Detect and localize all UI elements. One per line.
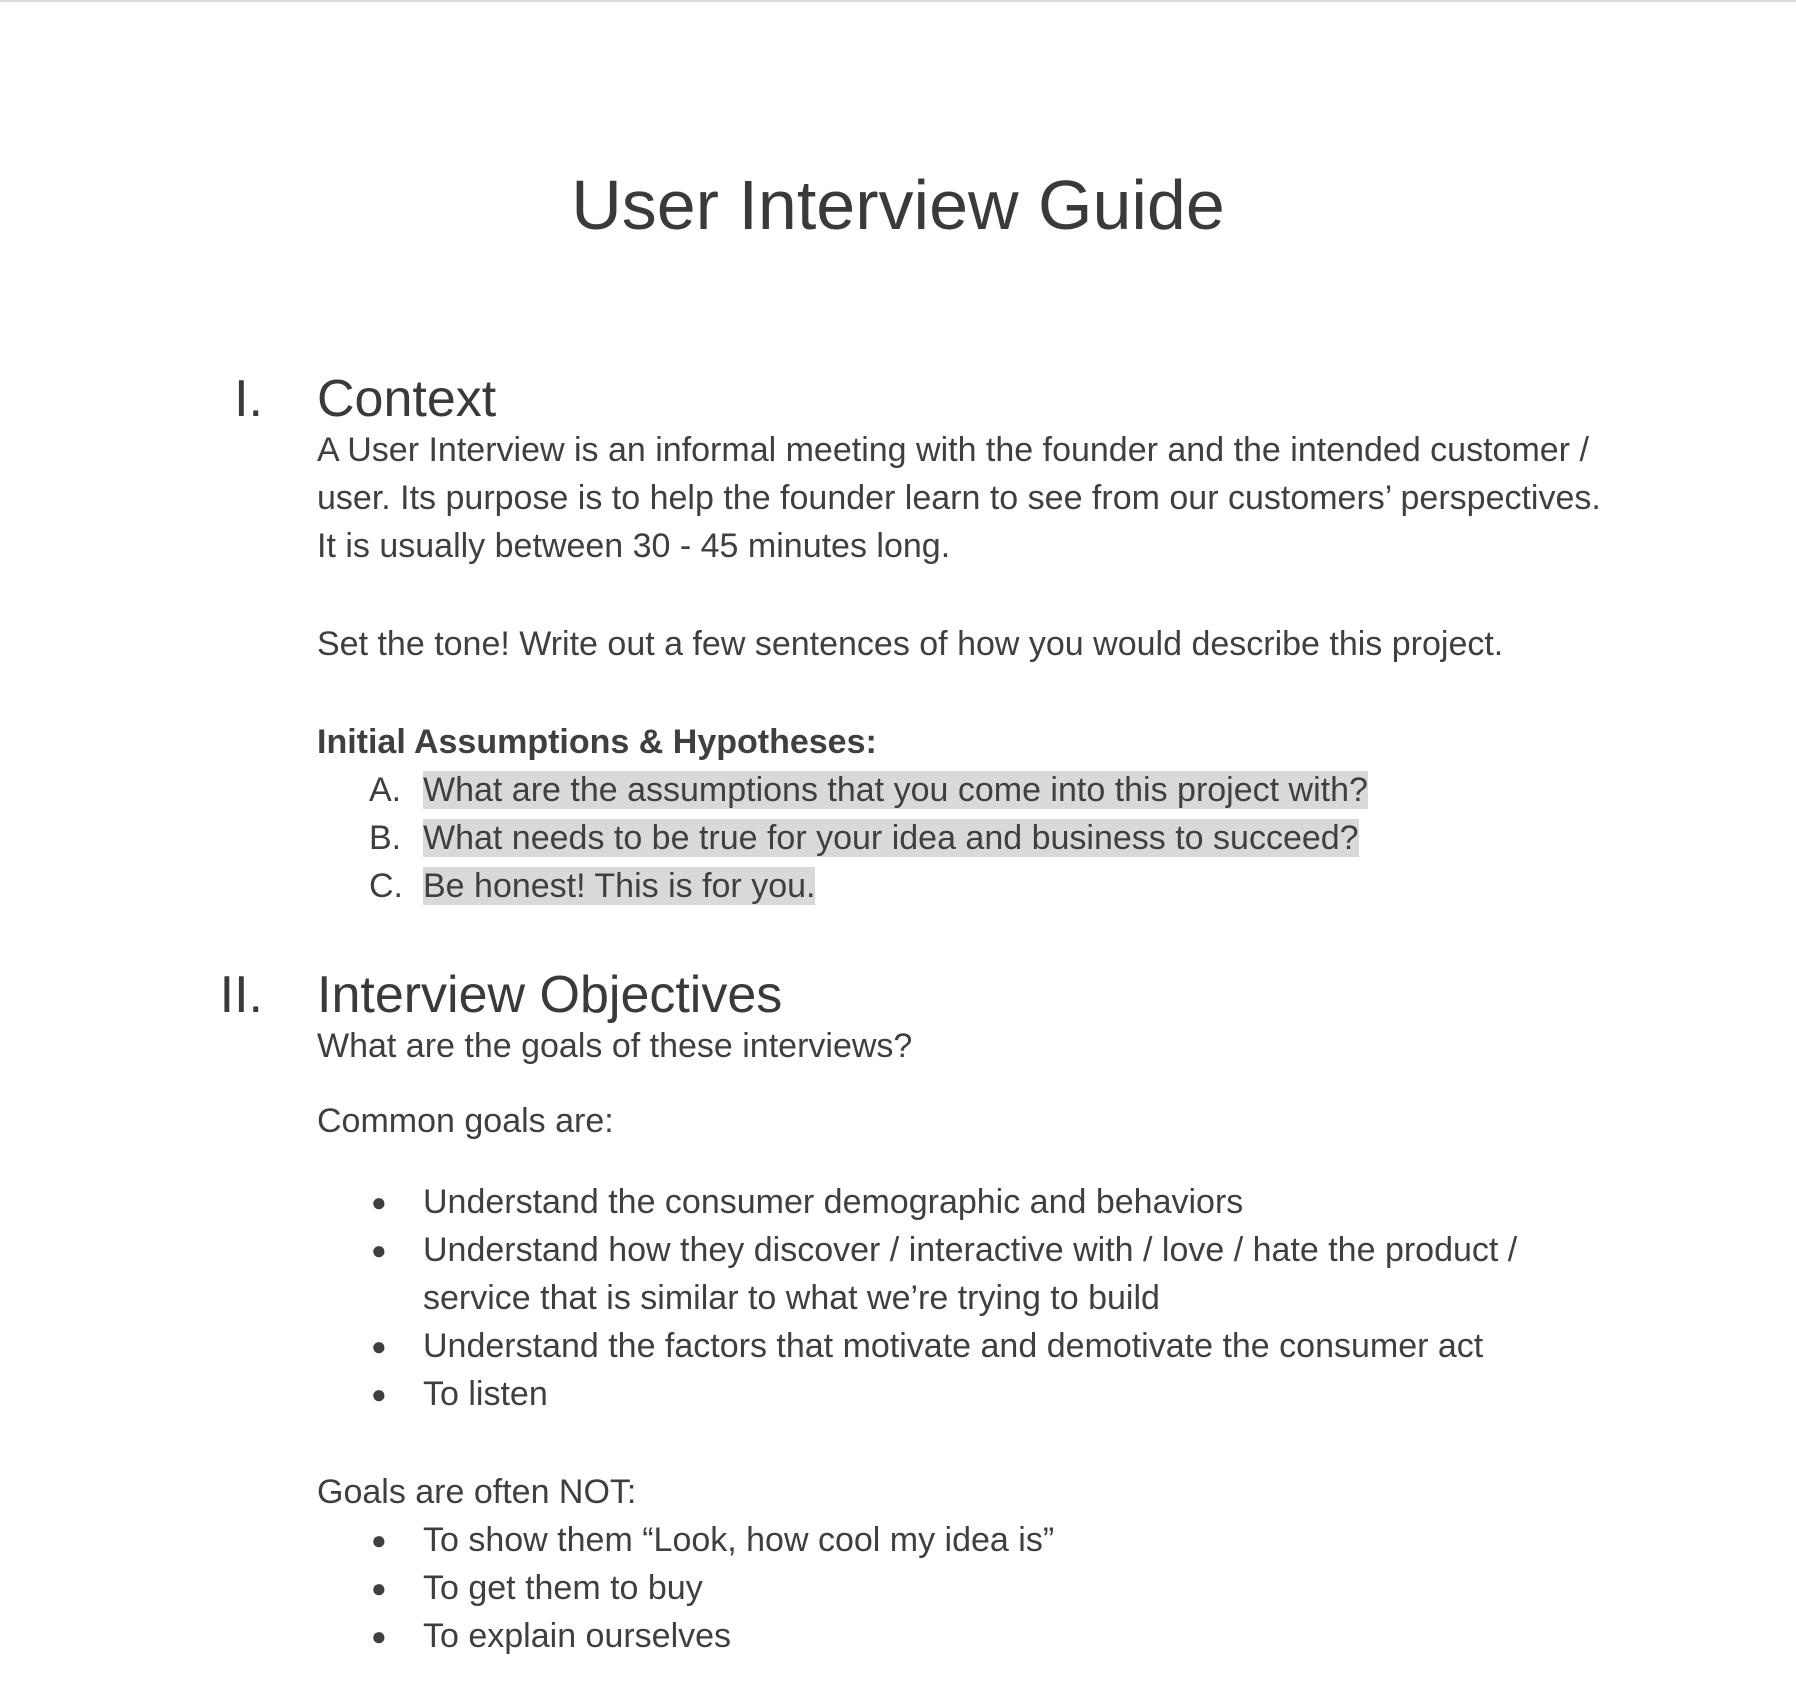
list-item bbox=[317, 1516, 1617, 1564]
assumptions-subheading: Initial Assumptions & Hypotheses: bbox=[317, 723, 877, 761]
list-item-text: To listen bbox=[423, 1375, 548, 1413]
section-numeral: II. bbox=[219, 966, 263, 1024]
document-title: User Interview Guide bbox=[571, 166, 1225, 244]
list-item-text: To show them “Look, how cool my idea is” bbox=[423, 1521, 1055, 1559]
not-goals-list bbox=[317, 1516, 1617, 1660]
list-item bbox=[317, 814, 1617, 862]
list-item bbox=[317, 1564, 1617, 1612]
list-item-text: To get them to buy bbox=[423, 1569, 703, 1607]
list-item bbox=[317, 862, 1617, 910]
list-item-text: Be honest! This is for you. bbox=[423, 867, 816, 905]
bullet-icon: ● bbox=[371, 1379, 387, 1409]
list-item-text: To explain ourselves bbox=[423, 1617, 732, 1655]
list-item-text: What needs to be true for your idea and business to succeed? bbox=[423, 819, 1359, 857]
bullet-icon: ● bbox=[371, 1187, 387, 1217]
list-item bbox=[317, 1612, 1617, 1660]
bullet-icon: ● bbox=[371, 1573, 387, 1603]
common-goals-list bbox=[317, 1178, 1617, 1418]
list-item bbox=[317, 1226, 1617, 1322]
list-item-text: What are the assumptions that you come into this project with? bbox=[423, 771, 1368, 809]
list-marker: B. bbox=[369, 819, 402, 857]
set-the-tone-paragraph: Set the tone! Write out a few sentences of how you would describe this project. bbox=[317, 625, 1504, 663]
bullet-icon: ● bbox=[371, 1525, 387, 1555]
list-item bbox=[317, 766, 1617, 814]
list-item bbox=[317, 1178, 1617, 1226]
section-title: Context bbox=[317, 370, 497, 428]
context-paragraph: A User Interview is an informal meeting with the founder and the intended customer / user. Its purpose is to help the founder learn to see from our customers’ perspectives. It is usually between 30 - 45 minutes long. bbox=[317, 431, 1601, 565]
bullet-icon: ● bbox=[371, 1331, 387, 1361]
objectives-intro: What are the goals of these interviews? bbox=[317, 1027, 913, 1065]
list-item bbox=[317, 1322, 1617, 1370]
bullet-icon: ● bbox=[371, 1235, 387, 1265]
list-item bbox=[317, 1370, 1617, 1418]
list-item-text: Understand the factors that motivate and demotivate the consumer act bbox=[423, 1327, 1484, 1365]
assumptions-list bbox=[317, 766, 1617, 910]
bullet-icon: ● bbox=[371, 1621, 387, 1651]
common-goals-label: Common goals are: bbox=[317, 1102, 614, 1140]
section-numeral: I. bbox=[234, 370, 263, 428]
not-goals-label: Goals are often NOT: bbox=[317, 1473, 637, 1511]
list-marker: C. bbox=[369, 867, 403, 905]
list-item-text: Understand the consumer demographic and behaviors bbox=[423, 1183, 1244, 1221]
list-marker: A. bbox=[369, 771, 402, 809]
section-title: Interview Objectives bbox=[317, 966, 783, 1024]
list-item-text: Understand how they discover / interactive with / love / hate the product / service that is similar to what we’re trying to build bbox=[423, 1231, 1518, 1317]
